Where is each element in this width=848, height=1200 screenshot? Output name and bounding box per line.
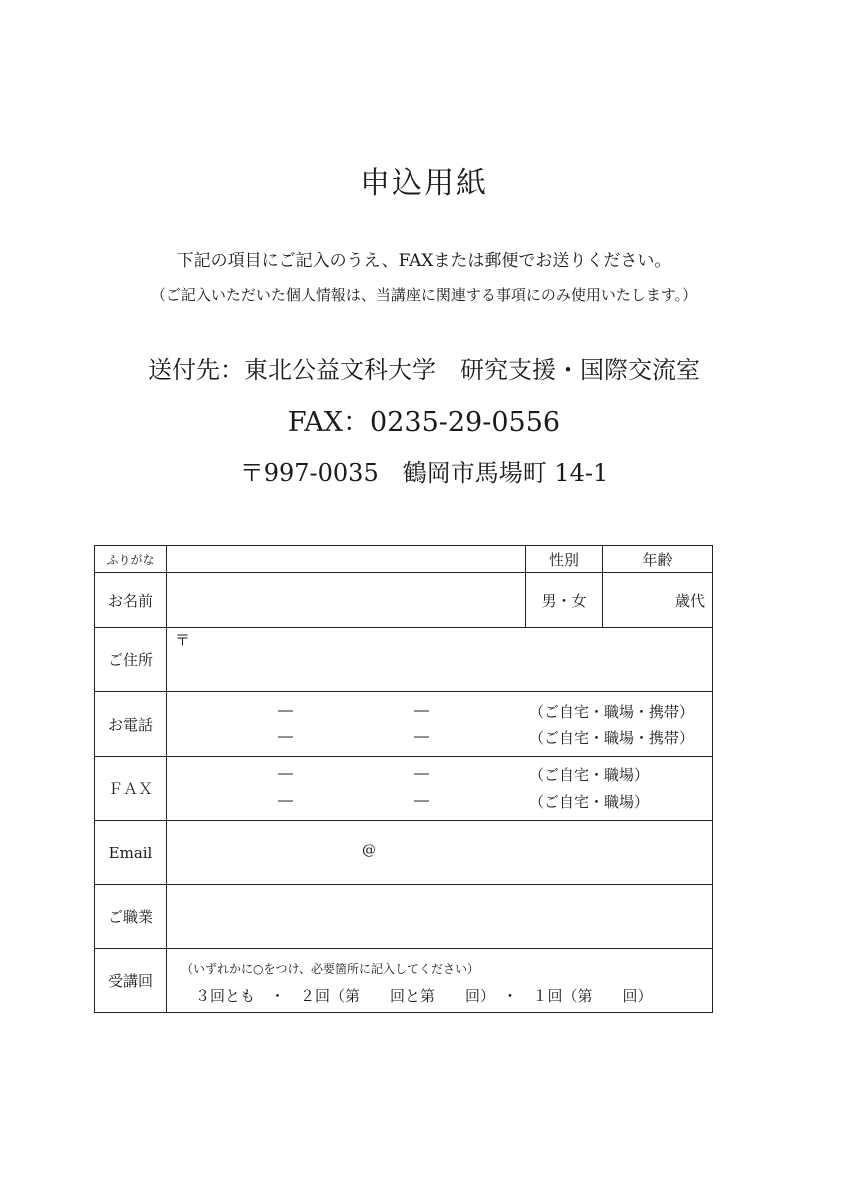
destination-text: 送付先：東北公益文科大学 研究支援・国際交流室 <box>148 356 700 384</box>
phone-dash: ― <box>278 701 293 719</box>
gender-choice[interactable]: 男・女 <box>541 591 587 610</box>
session-options[interactable]: ３回とも ・ ２回（第 回と第 回） ・ １回（第 回） <box>195 987 653 1005</box>
session-note: （いずれかに○をつけ、必要箇所に記入してください） <box>181 962 479 976</box>
row-divider <box>95 756 712 757</box>
name-label: お名前 <box>107 591 153 610</box>
phone-dash: ― <box>278 727 293 745</box>
fax-type-1[interactable]: （ご自宅・職場） <box>529 766 650 784</box>
session-label: 受講回 <box>107 972 153 990</box>
age-unit[interactable]: 歳代 <box>674 591 705 610</box>
phone-label: お電話 <box>107 715 153 734</box>
phone-dash: ― <box>414 701 429 719</box>
age-label: 年齢 <box>642 550 673 569</box>
privacy-note: （ご記入いただいた個人情報は、当講座に関連する事項にのみ使用いたします。） <box>150 286 698 304</box>
name-field[interactable] <box>167 573 524 627</box>
fax-dash: ― <box>278 764 293 782</box>
phone-type-1[interactable]: （ご自宅・職場・携帯） <box>529 703 695 721</box>
fax-label: ＦＡＸ <box>107 780 153 798</box>
address-field[interactable] <box>167 628 712 691</box>
occupation-label: ご職業 <box>107 908 153 926</box>
fax-dash: ― <box>414 791 429 809</box>
fax-dash: ― <box>414 764 429 782</box>
row-divider <box>95 691 712 692</box>
email-label: Email <box>108 843 153 862</box>
fax-type-2[interactable]: （ご自宅・職場） <box>529 793 650 811</box>
phone-dash: ― <box>414 727 429 745</box>
furigana-label: ふりがな <box>106 552 155 567</box>
row-divider <box>95 948 712 949</box>
fax-dash: ― <box>278 791 293 809</box>
furigana-field[interactable] <box>167 546 524 572</box>
address-label: ご住所 <box>107 651 153 669</box>
email-field[interactable] <box>167 821 712 884</box>
application-form <box>94 545 713 1013</box>
instruction-text: 下記の項目にご記入のうえ、FAXまたは郵便でお送りください。 <box>176 251 672 271</box>
at-mark: @ <box>362 842 376 858</box>
form-title: 申込用紙 <box>360 166 488 201</box>
phone-type-2[interactable]: （ご自宅・職場・携帯） <box>529 729 695 747</box>
occupation-field[interactable] <box>167 885 712 948</box>
fax-number: FAX：0235-29-0556 <box>287 407 561 438</box>
postal-mark: 〒 <box>175 631 191 649</box>
postal-address: 〒997-0035 鶴岡市馬場町 14-1 <box>239 459 609 487</box>
gender-label: 性別 <box>548 550 579 569</box>
